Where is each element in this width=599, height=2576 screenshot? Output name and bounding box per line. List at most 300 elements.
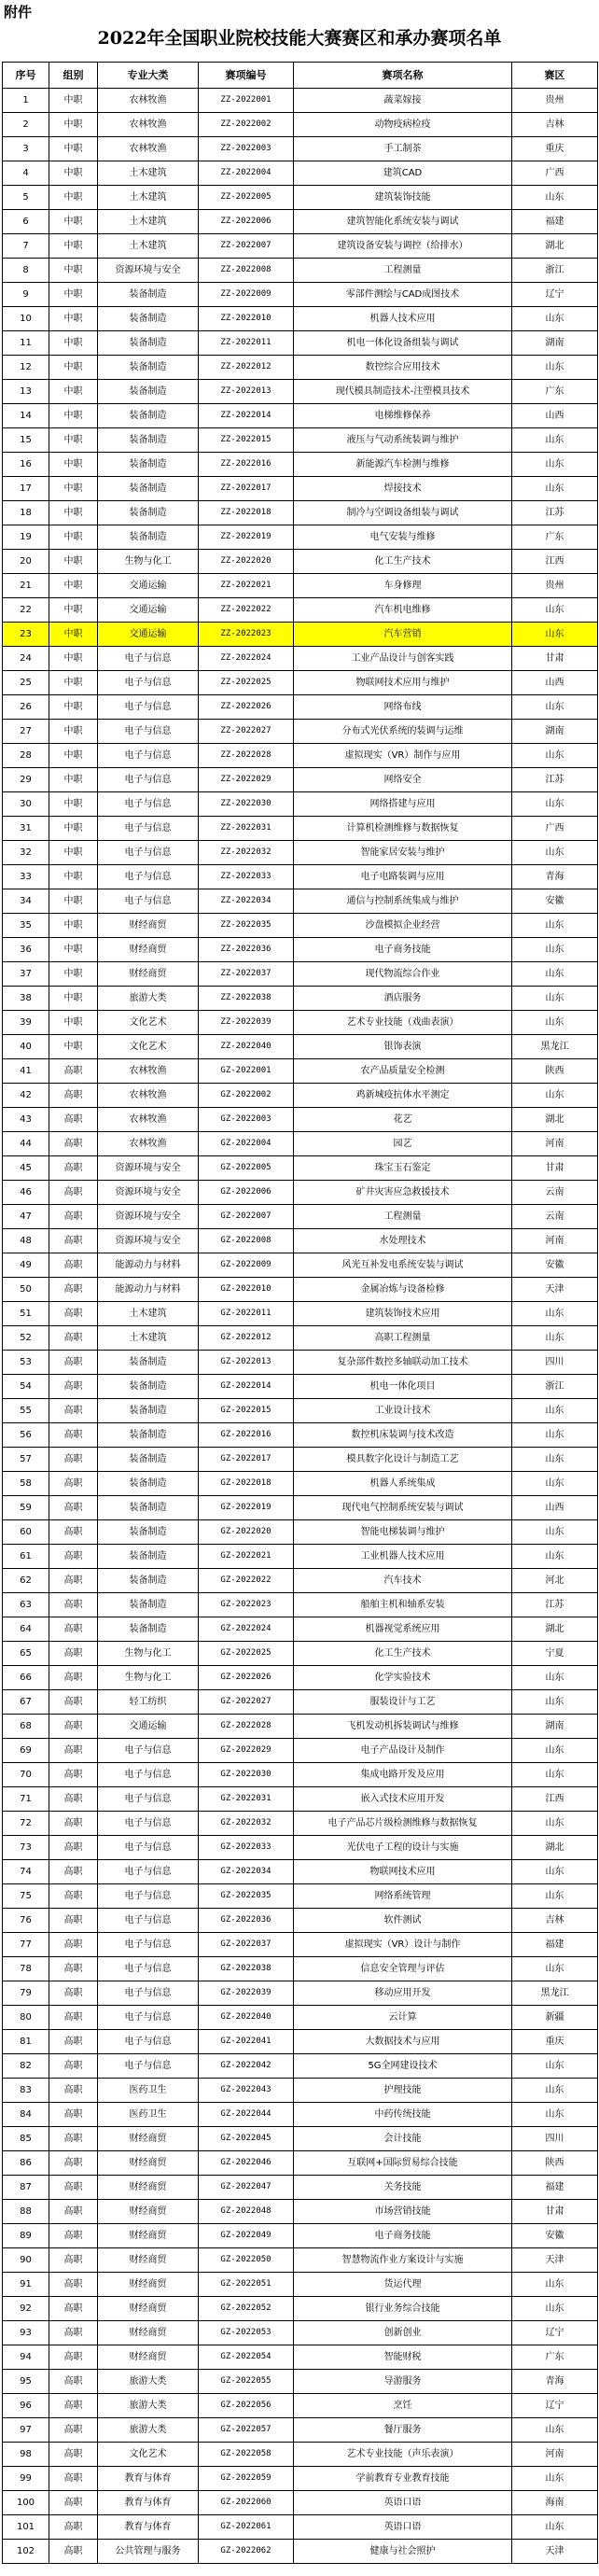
cell-code: ZZ-2022023	[199, 623, 294, 647]
cell-name: 烹饪	[294, 2394, 512, 2418]
cell-region: 浙江	[512, 259, 598, 283]
cell-seq: 48	[3, 1229, 49, 1253]
cell-code: GZ-2022008	[199, 1229, 294, 1253]
cell-category: 财经商贸	[98, 2127, 199, 2151]
cell-region: 山东	[512, 1302, 598, 1326]
table-row	[3, 2030, 598, 2054]
cell-category: 教育与体育	[98, 2467, 199, 2491]
cell-category: 装备制造	[98, 331, 199, 356]
cell-group: 高职	[49, 2515, 98, 2540]
cell-group: 中职	[49, 404, 98, 428]
cell-code: GZ-2022030	[199, 1763, 294, 1787]
cell-seq: 71	[3, 1787, 49, 1812]
table-row	[3, 550, 598, 574]
cell-region: 湖南	[512, 720, 598, 744]
cell-group: 中职	[49, 283, 98, 307]
cell-name: 智能财税	[294, 2345, 512, 2370]
cell-category: 装备制造	[98, 283, 199, 307]
cell-region: 山东	[512, 356, 598, 380]
cell-seq: 100	[3, 2491, 49, 2515]
cell-name: 市场营销技能	[294, 2200, 512, 2224]
cell-code: GZ-2022045	[199, 2127, 294, 2151]
cell-name: 导游服务	[294, 2370, 512, 2394]
cell-code: GZ-2022019	[199, 1496, 294, 1520]
table-row	[3, 2151, 598, 2176]
table-row	[3, 817, 598, 841]
cell-name: 化工生产技术	[294, 550, 512, 574]
cell-seq: 15	[3, 428, 49, 453]
cell-name: 软件测试	[294, 1909, 512, 1933]
table-row	[3, 356, 598, 380]
cell-region: 河南	[512, 1132, 598, 1156]
cell-group: 中职	[49, 259, 98, 283]
cell-region: 安徽	[512, 889, 598, 914]
cell-seq: 6	[3, 210, 49, 234]
table-row	[3, 2491, 598, 2515]
cell-group: 中职	[49, 841, 98, 865]
cell-category: 财经商贸	[98, 2273, 199, 2297]
cell-name: 汽车技术	[294, 1569, 512, 1593]
cell-code: GZ-2022007	[199, 1205, 294, 1229]
cell-seq: 70	[3, 1763, 49, 1787]
cell-group: 高职	[49, 1059, 98, 1084]
header-name: 赛项名称	[294, 63, 512, 89]
cell-name: 化学实验技术	[294, 1666, 512, 1690]
cell-code: ZZ-2022013	[199, 380, 294, 404]
cell-category: 电子与信息	[98, 1787, 199, 1812]
cell-category: 农林牧渔	[98, 1108, 199, 1132]
cell-seq: 5	[3, 186, 49, 210]
cell-name: 分布式光伏系统的装调与运维	[294, 720, 512, 744]
cell-seq: 84	[3, 2103, 49, 2127]
cell-seq: 90	[3, 2248, 49, 2273]
cell-region: 山东	[512, 307, 598, 331]
cell-name: 货运代理	[294, 2273, 512, 2297]
table-row	[3, 1011, 598, 1035]
table-row	[3, 2394, 598, 2418]
cell-seq: 73	[3, 1836, 49, 1860]
cell-region: 山东	[512, 1472, 598, 1496]
cell-code: ZZ-2022019	[199, 525, 294, 550]
cell-category: 财经商贸	[98, 2200, 199, 2224]
cell-code: GZ-2022034	[199, 1860, 294, 1884]
table-row	[3, 1545, 598, 1569]
cell-category: 装备制造	[98, 404, 199, 428]
cell-group: 中职	[49, 574, 98, 598]
cell-region: 山东	[512, 623, 598, 647]
table-row	[3, 525, 598, 550]
cell-group: 中职	[49, 137, 98, 161]
cell-region: 山东	[512, 841, 598, 865]
cell-region: 山东	[512, 1399, 598, 1423]
cell-seq: 9	[3, 283, 49, 307]
table-row	[3, 2224, 598, 2248]
cell-group: 中职	[49, 623, 98, 647]
cell-category: 电子与信息	[98, 2030, 199, 2054]
cell-name: 飞机发动机拆装调试与维修	[294, 1715, 512, 1739]
cell-code: ZZ-2022010	[199, 307, 294, 331]
cell-seq: 12	[3, 356, 49, 380]
table-row	[3, 1981, 598, 2006]
cell-code: GZ-2022005	[199, 1156, 294, 1181]
cell-code: ZZ-2022040	[199, 1035, 294, 1059]
cell-code: ZZ-2022017	[199, 477, 294, 501]
table-row	[3, 695, 598, 720]
cell-code: GZ-2022022	[199, 1569, 294, 1593]
cell-group: 高职	[49, 2127, 98, 2151]
cell-name: 机电一体化项目	[294, 1375, 512, 1399]
cell-seq: 2	[3, 113, 49, 137]
table-row	[3, 1496, 598, 1520]
cell-name: 蔬菜嫁接	[294, 89, 512, 113]
table-row	[3, 1302, 598, 1326]
cell-code: GZ-2022050	[199, 2248, 294, 2273]
cell-group: 高职	[49, 2321, 98, 2345]
cell-group: 高职	[49, 2491, 98, 2515]
cell-category: 装备制造	[98, 477, 199, 501]
cell-name: 艺术专业技能（声乐表演）	[294, 2443, 512, 2467]
cell-code: GZ-2022021	[199, 1545, 294, 1569]
cell-region: 山东	[512, 2418, 598, 2443]
cell-seq: 24	[3, 647, 49, 671]
cell-region: 江西	[512, 1787, 598, 1812]
cell-code: GZ-2022011	[199, 1302, 294, 1326]
cell-name: 建筑设备安装与调控（给排水）	[294, 234, 512, 259]
cell-region: 湖北	[512, 234, 598, 259]
table-body	[3, 89, 598, 2564]
cell-code: GZ-2022031	[199, 1787, 294, 1812]
cell-region: 山东	[512, 1423, 598, 1448]
cell-region: 安徽	[512, 1253, 598, 1278]
cell-name: 英语口语	[294, 2515, 512, 2540]
table-row	[3, 380, 598, 404]
cell-name: 高职工程测量	[294, 1326, 512, 1351]
table-row	[3, 671, 598, 695]
cell-seq: 77	[3, 1933, 49, 1957]
table-row	[3, 1326, 598, 1351]
header-region: 赛区	[512, 63, 598, 89]
cell-category: 电子与信息	[98, 792, 199, 817]
cell-name: 信息安全管理与评估	[294, 1957, 512, 1981]
cell-group: 中职	[49, 1011, 98, 1035]
cell-category: 交通运输	[98, 1715, 199, 1739]
cell-group: 中职	[49, 380, 98, 404]
cell-code: ZZ-2022006	[199, 210, 294, 234]
cell-seq: 66	[3, 1666, 49, 1690]
cell-region: 山东	[512, 2273, 598, 2297]
table-row	[3, 1035, 598, 1059]
cell-code: ZZ-2022029	[199, 768, 294, 792]
table-row	[3, 1181, 598, 1205]
cell-code: ZZ-2022032	[199, 841, 294, 865]
table-row	[3, 1448, 598, 1472]
cell-region: 山西	[512, 1496, 598, 1520]
cell-category: 资源环境与安全	[98, 1156, 199, 1181]
cell-name: 物联网技术应用	[294, 1860, 512, 1884]
table-row	[3, 2006, 598, 2030]
cell-category: 医药卫生	[98, 2079, 199, 2103]
table-row	[3, 259, 598, 283]
cell-group: 高职	[49, 1399, 98, 1423]
cell-seq: 74	[3, 1860, 49, 1884]
cell-seq: 85	[3, 2127, 49, 2151]
cell-code: GZ-2022033	[199, 1836, 294, 1860]
table-row	[3, 234, 598, 259]
cell-region: 重庆	[512, 2030, 598, 2054]
table-row	[3, 2297, 598, 2321]
cell-region: 辽宁	[512, 2321, 598, 2345]
cell-region: 安徽	[512, 2224, 598, 2248]
cell-region: 辽宁	[512, 283, 598, 307]
cell-group: 中职	[49, 889, 98, 914]
table-row	[3, 404, 598, 428]
cell-seq: 81	[3, 2030, 49, 2054]
cell-name: 云计算	[294, 2006, 512, 2030]
header-group: 组别	[49, 63, 98, 89]
cell-seq: 63	[3, 1593, 49, 1617]
table-row	[3, 841, 598, 865]
cell-region: 山西	[512, 404, 598, 428]
cell-seq: 61	[3, 1545, 49, 1569]
cell-region: 山东	[512, 1520, 598, 1545]
cell-category: 生物与化工	[98, 1666, 199, 1690]
cell-region: 山东	[512, 453, 598, 477]
cell-group: 高职	[49, 2054, 98, 2079]
cell-category: 财经商贸	[98, 2345, 199, 2370]
cell-code: ZZ-2022022	[199, 598, 294, 623]
cell-category: 土木建筑	[98, 234, 199, 259]
cell-seq: 39	[3, 1011, 49, 1035]
cell-name: 复杂部件数控多轴联动加工技术	[294, 1351, 512, 1375]
cell-code: GZ-2022044	[199, 2103, 294, 2127]
table-row	[3, 2345, 598, 2370]
cell-name: 工程测量	[294, 259, 512, 283]
cell-category: 旅游大类	[98, 2370, 199, 2394]
cell-seq: 52	[3, 1326, 49, 1351]
document-title: 2022年全国职业院校技能大赛赛区和承办赛项名单	[97, 28, 502, 49]
cell-seq: 59	[3, 1496, 49, 1520]
cell-name: 数控综合应用技术	[294, 356, 512, 380]
cell-name: 通信与控制系统集成与维护	[294, 889, 512, 914]
cell-name: 虚拟现实（VR）制作与应用	[294, 744, 512, 768]
cell-name: 金属冶炼与设备检修	[294, 1278, 512, 1302]
cell-group: 高职	[49, 1715, 98, 1739]
cell-region: 吉林	[512, 1909, 598, 1933]
cell-category: 农林牧渔	[98, 89, 199, 113]
cell-category: 生物与化工	[98, 550, 199, 574]
cell-region: 河南	[512, 1229, 598, 1253]
cell-group: 高职	[49, 2006, 98, 2030]
table-row	[3, 2370, 598, 2394]
cell-group: 中职	[49, 234, 98, 259]
header-seq: 序号	[3, 63, 49, 89]
cell-code: GZ-2022020	[199, 1520, 294, 1545]
cell-category: 装备制造	[98, 380, 199, 404]
cell-code: GZ-2022032	[199, 1812, 294, 1836]
cell-seq: 8	[3, 259, 49, 283]
cell-seq: 96	[3, 2394, 49, 2418]
cell-name: 大数据技术与应用	[294, 2030, 512, 2054]
cell-category: 财经商贸	[98, 962, 199, 987]
cell-name: 花艺	[294, 1108, 512, 1132]
cell-category: 装备制造	[98, 525, 199, 550]
cell-code: ZZ-2022038	[199, 987, 294, 1011]
cell-group: 中职	[49, 550, 98, 574]
cell-seq: 20	[3, 550, 49, 574]
cell-code: GZ-2022056	[199, 2394, 294, 2418]
cell-code: ZZ-2022020	[199, 550, 294, 574]
cell-group: 高职	[49, 1860, 98, 1884]
cell-name: 虚拟现实（VR）设计与制作	[294, 1933, 512, 1957]
cell-name: 互联网+国际贸易综合技能	[294, 2151, 512, 2176]
cell-region: 山东	[512, 2054, 598, 2079]
cell-name: 现代电气控制系统安装与调试	[294, 1496, 512, 1520]
cell-seq: 45	[3, 1156, 49, 1181]
cell-seq: 14	[3, 404, 49, 428]
cell-region: 青海	[512, 2370, 598, 2394]
cell-region: 湖北	[512, 1836, 598, 1860]
cell-category: 装备制造	[98, 428, 199, 453]
cell-region: 浙江	[512, 1375, 598, 1399]
cell-category: 电子与信息	[98, 841, 199, 865]
cell-name: 英语口语	[294, 2491, 512, 2515]
cell-seq: 18	[3, 501, 49, 525]
table-row	[3, 501, 598, 525]
cell-code: ZZ-2022039	[199, 1011, 294, 1035]
cell-name: 电子商务技能	[294, 2224, 512, 2248]
cell-group: 高职	[49, 2079, 98, 2103]
cell-region: 山东	[512, 598, 598, 623]
cell-name: 焊接技术	[294, 477, 512, 501]
cell-category: 农林牧渔	[98, 113, 199, 137]
cell-name: 电气安装与维修	[294, 525, 512, 550]
table-row	[3, 1156, 598, 1181]
table-row	[3, 2515, 598, 2540]
table-row	[3, 1690, 598, 1715]
cell-region: 吉林	[512, 113, 598, 137]
cell-name: 移动应用开发	[294, 1981, 512, 2006]
cell-name: 5G全网建设技术	[294, 2054, 512, 2079]
table-row	[3, 307, 598, 331]
cell-seq: 49	[3, 1253, 49, 1278]
cell-region: 河北	[512, 1569, 598, 1593]
cell-name: 化工生产技术	[294, 1642, 512, 1666]
cell-code: GZ-2022027	[199, 1690, 294, 1715]
cell-name: 珠宝玉石鉴定	[294, 1156, 512, 1181]
table-row	[3, 137, 598, 161]
cell-region: 贵州	[512, 89, 598, 113]
cell-category: 土木建筑	[98, 1302, 199, 1326]
cell-group: 高职	[49, 2151, 98, 2176]
table-row	[3, 1909, 598, 1933]
cell-seq: 99	[3, 2467, 49, 2491]
cell-group: 中职	[49, 356, 98, 380]
cell-seq: 95	[3, 2370, 49, 2394]
cell-category: 装备制造	[98, 501, 199, 525]
cell-code: ZZ-2022024	[199, 647, 294, 671]
cell-code: GZ-2022029	[199, 1739, 294, 1763]
cell-name: 制冷与空调设备组装与调试	[294, 501, 512, 525]
cell-name: 沙盘模拟企业经营	[294, 914, 512, 938]
cell-region: 山东	[512, 1763, 598, 1787]
cell-code: ZZ-2022037	[199, 962, 294, 987]
cell-name: 会计技能	[294, 2127, 512, 2151]
table-row	[3, 1059, 598, 1084]
annex-label: 附件	[4, 4, 33, 21]
cell-region: 山东	[512, 1690, 598, 1715]
cell-region: 福建	[512, 210, 598, 234]
cell-code: GZ-2022036	[199, 1909, 294, 1933]
cell-name: 网络系统管理	[294, 1884, 512, 1909]
table-header-row	[3, 63, 598, 89]
cell-region: 江苏	[512, 768, 598, 792]
cell-code: GZ-2022061	[199, 2515, 294, 2540]
cell-name: 餐厅服务	[294, 2418, 512, 2443]
cell-region: 江西	[512, 550, 598, 574]
cell-category: 装备制造	[98, 1545, 199, 1569]
cell-region: 广东	[512, 380, 598, 404]
cell-group: 高职	[49, 2273, 98, 2297]
table-row	[3, 1957, 598, 1981]
cell-name: 光伏电子工程的设计与实施	[294, 1836, 512, 1860]
cell-code: GZ-2022049	[199, 2224, 294, 2248]
cell-group: 高职	[49, 2297, 98, 2321]
cell-seq: 53	[3, 1351, 49, 1375]
cell-category: 旅游大类	[98, 2394, 199, 2418]
cell-category: 教育与体育	[98, 2515, 199, 2540]
table-row	[3, 210, 598, 234]
table-row	[3, 283, 598, 307]
cell-category: 电子与信息	[98, 1909, 199, 1933]
cell-name: 电子产品芯片级检测维修与数据恢复	[294, 1812, 512, 1836]
cell-code: GZ-2022013	[199, 1351, 294, 1375]
cell-name: 智能家居安装与维护	[294, 841, 512, 865]
cell-region: 福建	[512, 1933, 598, 1957]
cell-name: 健康与社会照护	[294, 2540, 512, 2564]
cell-group: 高职	[49, 1933, 98, 1957]
cell-group: 高职	[49, 2103, 98, 2127]
cell-seq: 92	[3, 2297, 49, 2321]
cell-group: 中职	[49, 914, 98, 938]
table-row	[3, 574, 598, 598]
cell-region: 山东	[512, 186, 598, 210]
cell-name: 建筑CAD	[294, 161, 512, 186]
table-row	[3, 1423, 598, 1448]
cell-seq: 13	[3, 380, 49, 404]
cell-group: 中职	[49, 768, 98, 792]
cell-category: 文化艺术	[98, 2443, 199, 2467]
cell-group: 高职	[49, 1472, 98, 1496]
table-row	[3, 1933, 598, 1957]
cell-group: 高职	[49, 1787, 98, 1812]
cell-category: 装备制造	[98, 1520, 199, 1545]
cell-group: 高职	[49, 1884, 98, 1909]
cell-category: 电子与信息	[98, 1836, 199, 1860]
table-row	[3, 1278, 598, 1302]
cell-code: GZ-2022018	[199, 1472, 294, 1496]
cell-name: 嵌入式技术应用开发	[294, 1787, 512, 1812]
cell-group: 中职	[49, 817, 98, 841]
cell-group: 中职	[49, 720, 98, 744]
cell-name: 电子产品设计及制作	[294, 1739, 512, 1763]
cell-code: GZ-2022051	[199, 2273, 294, 2297]
cell-name: 银行业务综合技能	[294, 2297, 512, 2321]
table-row	[3, 1108, 598, 1132]
cell-name: 中药传统技能	[294, 2103, 512, 2127]
cell-seq: 36	[3, 938, 49, 962]
cell-region: 广西	[512, 161, 598, 186]
cell-region: 云南	[512, 1181, 598, 1205]
